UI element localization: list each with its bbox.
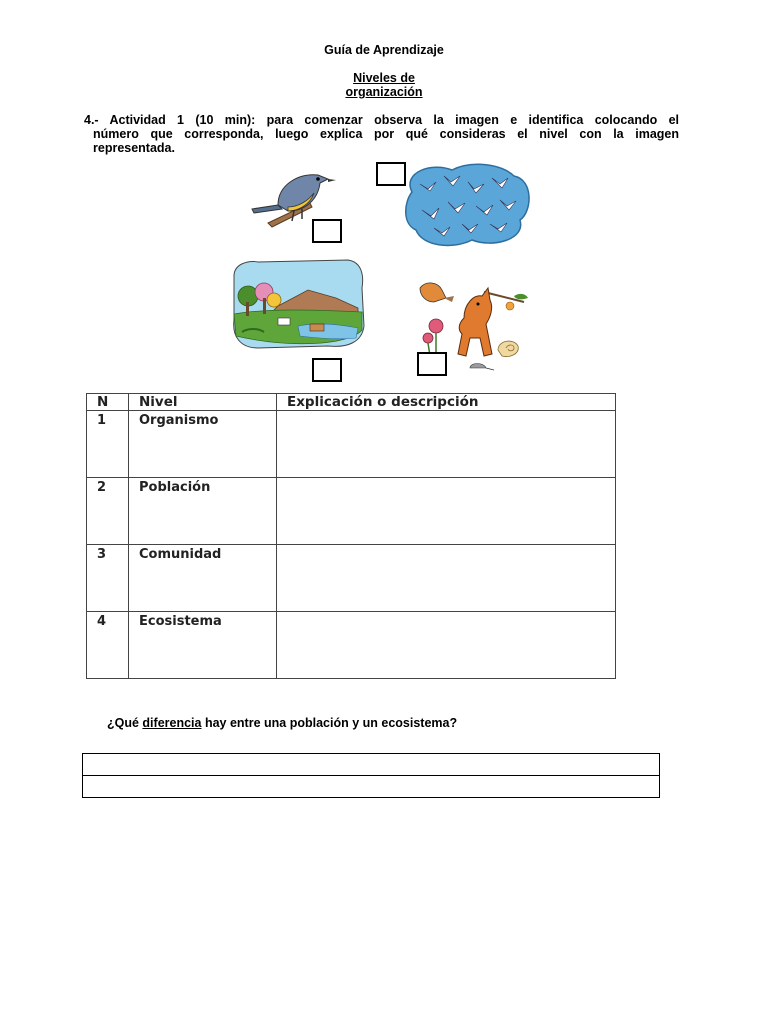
table-row (87, 411, 616, 478)
row-level: Organismo (129, 411, 277, 478)
instruction-line-2: número que corresponda, luego explica por qué consideras el nivel con la imagen (93, 127, 679, 141)
table-row (87, 612, 616, 679)
row-explanation-cell[interactable] (277, 478, 616, 545)
document-title: Guía de Aprendizaje (324, 43, 444, 57)
table-header-row (87, 394, 616, 411)
question-suffix: hay entre una población y un ecosistema? (201, 716, 458, 730)
answer-box-community[interactable] (417, 352, 447, 376)
question-emphasis: diferencia (142, 716, 202, 730)
row-number: 2 (87, 478, 129, 545)
row-number: 1 (87, 411, 129, 478)
header-nivel: Nivel (129, 394, 277, 411)
answer-box-bird[interactable] (312, 219, 342, 243)
table-row (87, 545, 616, 612)
row-level: Comunidad (129, 545, 277, 612)
subtitle-line-2: organización (345, 85, 423, 99)
row-number: 4 (87, 612, 129, 679)
instruction-line-3: representada. (93, 141, 175, 155)
levels-table (86, 393, 616, 679)
instruction-line-1: 4.- Actividad 1 (10 min): para comenzar observa la imagen e identifica colocando el (84, 113, 679, 127)
table-row (87, 478, 616, 545)
activity-instructions (84, 113, 679, 155)
row-explanation-cell[interactable] (277, 612, 616, 679)
answer-box-landscape[interactable] (312, 358, 342, 382)
row-explanation-cell[interactable] (277, 545, 616, 612)
answer-divider (83, 775, 659, 776)
answer-area[interactable] (82, 753, 660, 798)
row-level: Ecosistema (129, 612, 277, 679)
header-n: N (87, 394, 129, 411)
answer-box-flock[interactable] (376, 162, 406, 186)
subtitle-line-1: Niveles de (353, 71, 415, 85)
row-level: Población (129, 478, 277, 545)
landscape-ecosystem-icon (228, 256, 368, 351)
flock-of-birds-icon (402, 162, 532, 247)
header-explicacion: Explicación o descripción (277, 394, 616, 411)
document-subtitle (0, 71, 768, 99)
question-text (107, 716, 457, 730)
row-explanation-cell[interactable] (277, 411, 616, 478)
question-prefix: ¿Qué (107, 716, 143, 730)
row-number: 3 (87, 545, 129, 612)
